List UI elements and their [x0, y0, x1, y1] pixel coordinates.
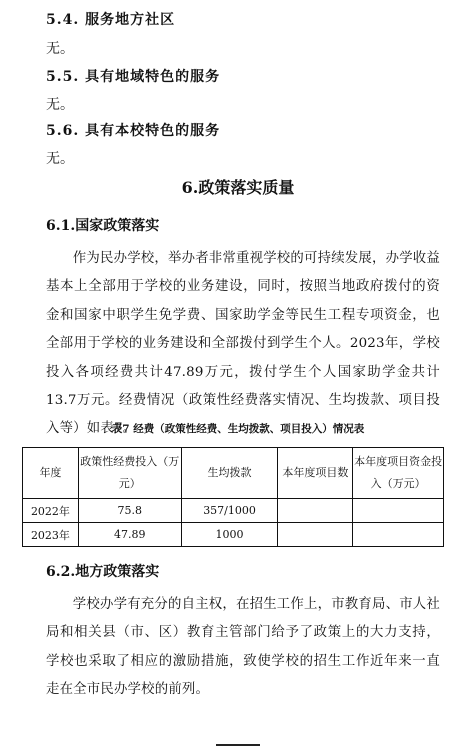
paragraph-6-2-text: 学校办学有充分的自主权，在招生工作上，市教育局、市人社局和相关县（市、区）教育主管部门给予了政策上的大力支持，学校也采取了相应的激励措施，致使学校的招生工作近年来一直走在全市民办学校的前列。 [46, 597, 440, 698]
table-cell [353, 499, 444, 523]
heading-5-5: 5.5. 具有地域特色的服务 [46, 69, 221, 85]
header-cell-project-funds: 本年度项目资金投入（万元） [353, 448, 444, 499]
body-5-6: 无。 [46, 151, 74, 167]
table-cell: 1000 [181, 523, 278, 547]
heading-6-2: 6.2.地方政策落实 [46, 564, 160, 580]
header-cell-year: 年度 [23, 448, 79, 499]
table-header-row [23, 448, 444, 499]
heading-6-1: 6.1.国家政策落实 [46, 218, 160, 234]
header-cell-project-count: 本年度项目数 [278, 448, 353, 499]
table-row [23, 499, 444, 523]
chapter-6-heading: 6.政策落实质量 [181, 178, 295, 197]
page-footer-mark [216, 744, 260, 746]
table-cell [278, 523, 353, 547]
table-cell [278, 499, 353, 523]
table-cell [353, 523, 444, 547]
table-cell: 47.89 [78, 523, 181, 547]
table-cell: 357/1000 [181, 499, 278, 523]
body-5-5: 无。 [46, 97, 74, 113]
table-cell: 75.8 [78, 499, 181, 523]
table-7 [22, 447, 444, 547]
table-row [23, 523, 444, 547]
paragraph-6-1 [46, 245, 440, 444]
paragraph-6-2 [46, 591, 440, 705]
body-5-4: 无。 [46, 41, 74, 57]
header-cell-per-student: 生均拨款 [181, 448, 278, 499]
table-cell: 2022年 [23, 499, 79, 523]
table-cell: 2023年 [23, 523, 79, 547]
paragraph-6-1-text: 作为民办学校，举办者非常重视学校的可持续发展，办学收益基本上全部用于学校的业务建设，同时，按照当地政府拨付的资金和国家中职学生免学费、国家助学金等民生工程专项资金，也全部用于学校的业务建设和全部拨付到学生个人。2023年，学校投入各项经费共计47.89万元，拨付学生个人国家助学金共计13.7万元。经费情况（政策性经费落实情况、生均拨款、项目投入等）如表7。 [46, 251, 440, 437]
table-7-caption: 表7 经费（政策性经费、生均拨款、项目投入）情况表 [111, 423, 365, 435]
heading-5-6: 5.6. 具有本校特色的服务 [46, 123, 221, 139]
heading-5-4: 5.4. 服务地方社区 [46, 12, 176, 28]
header-cell-policy-funds: 政策性经费投入（万元） [78, 448, 181, 499]
